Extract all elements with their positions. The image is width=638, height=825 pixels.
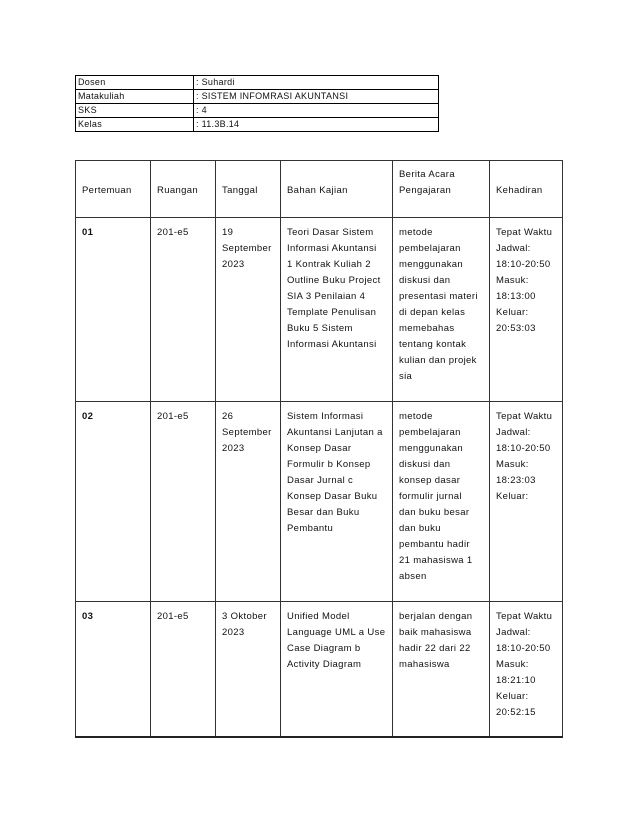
cell-text: 201-e5 bbox=[157, 411, 189, 422]
header-text: Ruangan bbox=[157, 185, 199, 196]
cell-ruangan bbox=[151, 602, 216, 737]
cell-text: Outline Buku Project bbox=[287, 275, 381, 286]
cell-tanggal bbox=[216, 218, 281, 402]
cell-text: mahasiswa bbox=[399, 659, 450, 670]
cell-text: Besar dan Buku bbox=[287, 507, 360, 518]
cell-text: metode bbox=[399, 411, 433, 422]
info-label: Dosen bbox=[76, 76, 194, 90]
cell-text: 3 Oktober bbox=[222, 611, 267, 622]
info-value: : 11.3B.14 bbox=[194, 118, 439, 132]
header-text: Pengajaran bbox=[399, 185, 452, 196]
cell-text: 18:21:10 bbox=[496, 675, 536, 686]
header-pertemuan bbox=[76, 161, 151, 218]
info-label: Matakuliah bbox=[76, 90, 194, 104]
cell-tanggal bbox=[216, 602, 281, 737]
header-text: Tanggal bbox=[222, 185, 258, 196]
cell-berita-acara-pengajaran bbox=[393, 402, 490, 602]
info-label: SKS bbox=[76, 104, 194, 118]
cell-text: memebahas bbox=[399, 323, 455, 334]
cell-text: pembelajaran bbox=[399, 243, 461, 254]
cell-text: Jadwal: bbox=[496, 627, 531, 638]
cell-text: Keluar: bbox=[496, 307, 529, 318]
cell-tanggal bbox=[216, 402, 281, 602]
cell-text: menggunakan bbox=[399, 259, 464, 270]
cell-text: Template Penulisan bbox=[287, 307, 377, 318]
cell-bahan-kajian bbox=[281, 218, 393, 402]
table-row bbox=[76, 402, 563, 602]
cell-text: diskusi dan bbox=[399, 275, 451, 286]
cell-text: Jadwal: bbox=[496, 243, 531, 254]
cell-text: sia bbox=[399, 371, 413, 382]
info-row-matakuliah bbox=[76, 90, 439, 104]
cell-ruangan bbox=[151, 402, 216, 602]
cell-pertemuan bbox=[76, 218, 151, 402]
cell-text: 19 bbox=[222, 227, 234, 238]
info-row-kelas bbox=[76, 118, 439, 132]
cell-text: 2023 bbox=[222, 259, 245, 270]
cell-kehadiran bbox=[490, 402, 563, 602]
cell-text: Akuntansi Lanjutan a bbox=[287, 427, 383, 438]
header-text: Bahan Kajian bbox=[287, 185, 348, 196]
cell-text: Tepat Waktu bbox=[496, 611, 553, 622]
info-row-dosen bbox=[76, 76, 439, 90]
cell-text: 03 bbox=[82, 611, 94, 622]
cell-bahan-kajian bbox=[281, 402, 393, 602]
cell-text: 02 bbox=[82, 411, 94, 422]
table-row bbox=[76, 218, 563, 402]
cell-text: Pembantu bbox=[287, 523, 334, 534]
cell-pertemuan bbox=[76, 602, 151, 737]
cell-text: Keluar: bbox=[496, 691, 529, 702]
teaching-report-table bbox=[75, 160, 563, 738]
cell-text: SIA 3 Penilaian 4 bbox=[287, 291, 366, 302]
cell-text: Keluar: bbox=[496, 491, 529, 502]
cell-text: Unified Model bbox=[287, 611, 350, 622]
course-info-table bbox=[75, 75, 439, 132]
cell-text: September bbox=[222, 243, 272, 254]
info-value: : SISTEM INFOMRASI AKUNTANSI bbox=[194, 90, 439, 104]
cell-text: Masuk: bbox=[496, 659, 529, 670]
cell-text: metode bbox=[399, 227, 433, 238]
header-tanggal bbox=[216, 161, 281, 218]
cell-text: September bbox=[222, 427, 272, 438]
cell-text: 18:10-20:50 bbox=[496, 443, 551, 454]
header-ruangan bbox=[151, 161, 216, 218]
cell-text: Masuk: bbox=[496, 275, 529, 286]
cell-text: dan buku bbox=[399, 523, 441, 534]
course-info-body bbox=[76, 76, 439, 132]
info-value: : Suhardi bbox=[194, 76, 439, 90]
cell-text: 26 bbox=[222, 411, 234, 422]
info-label: Kelas bbox=[76, 118, 194, 132]
cell-ruangan bbox=[151, 218, 216, 402]
header-bahan-kajian bbox=[281, 161, 393, 218]
info-row-sks bbox=[76, 104, 439, 118]
cell-berita-acara-pengajaran bbox=[393, 218, 490, 402]
header-kehadiran bbox=[490, 161, 563, 218]
cell-text: dan buku besar bbox=[399, 507, 470, 518]
cell-text: Language UML a Use bbox=[287, 627, 386, 638]
cell-text: Konsep Dasar bbox=[287, 443, 352, 454]
cell-text: 18:13:00 bbox=[496, 291, 536, 302]
cell-text: Teori Dasar Sistem bbox=[287, 227, 374, 238]
cell-text: 2023 bbox=[222, 627, 245, 638]
cell-text: konsep dasar bbox=[399, 475, 461, 486]
cell-text: presentasi materi bbox=[399, 291, 478, 302]
cell-text: absen bbox=[399, 571, 427, 582]
cell-text: Dasar Jurnal c bbox=[287, 475, 354, 486]
cell-text: Informasi Akuntansi bbox=[287, 339, 377, 350]
cell-text: Informasi Akuntansi bbox=[287, 243, 377, 254]
cell-text: 18:23:03 bbox=[496, 475, 536, 486]
cell-text: Tepat Waktu bbox=[496, 411, 553, 422]
cell-text: kulian dan projek bbox=[399, 355, 477, 366]
header-text: Kehadiran bbox=[496, 185, 543, 196]
cell-text: 01 bbox=[82, 227, 94, 238]
cell-text: Masuk: bbox=[496, 459, 529, 470]
cell-text: pembelajaran bbox=[399, 427, 461, 438]
cell-text: 2023 bbox=[222, 443, 245, 454]
cell-text: Tepat Waktu bbox=[496, 227, 553, 238]
cell-text: 1 Kontrak Kuliah 2 bbox=[287, 259, 371, 270]
cell-pertemuan bbox=[76, 402, 151, 602]
cell-text: Konsep Dasar Buku bbox=[287, 491, 378, 502]
cell-text: Sistem Informasi bbox=[287, 411, 364, 422]
cell-text: di depan kelas bbox=[399, 307, 466, 318]
cell-text: hadir 22 dari 22 bbox=[399, 643, 471, 654]
cell-text: Jadwal: bbox=[496, 427, 531, 438]
cell-text: diskusi dan bbox=[399, 459, 451, 470]
header-text: Berita Acara bbox=[399, 169, 455, 180]
cell-text: menggunakan bbox=[399, 443, 464, 454]
cell-text: 18:10-20:50 bbox=[496, 643, 551, 654]
header-berita-acara-pengajaran bbox=[393, 161, 490, 218]
cell-text: 201-e5 bbox=[157, 611, 189, 622]
cell-text: tentang kontak bbox=[399, 339, 467, 350]
table-row bbox=[76, 602, 563, 737]
cell-bahan-kajian bbox=[281, 602, 393, 737]
table-header-row bbox=[76, 161, 563, 218]
header-text: Pertemuan bbox=[82, 185, 132, 196]
cell-text: 20:52:15 bbox=[496, 707, 536, 718]
cell-text: Formulir b Konsep bbox=[287, 459, 371, 470]
cell-text: 21 mahasiswa 1 bbox=[399, 555, 473, 566]
cell-text: berjalan dengan bbox=[399, 611, 473, 622]
cell-text: 18:10-20:50 bbox=[496, 259, 551, 270]
cell-text: pembantu hadir bbox=[399, 539, 470, 550]
cell-text: formulir jurnal bbox=[399, 491, 462, 502]
cell-text: Case Diagram b bbox=[287, 643, 361, 654]
info-value: : 4 bbox=[194, 104, 439, 118]
cell-kehadiran bbox=[490, 602, 563, 737]
cell-berita-acara-pengajaran bbox=[393, 602, 490, 737]
cell-text: baik mahasiswa bbox=[399, 627, 472, 638]
table-body bbox=[76, 218, 563, 737]
cell-text: Buku 5 Sistem bbox=[287, 323, 353, 334]
cell-kehadiran bbox=[490, 218, 563, 402]
cell-text: 20:53:03 bbox=[496, 323, 536, 334]
cell-text: Activity Diagram bbox=[287, 659, 362, 670]
cell-text: 201-e5 bbox=[157, 227, 189, 238]
